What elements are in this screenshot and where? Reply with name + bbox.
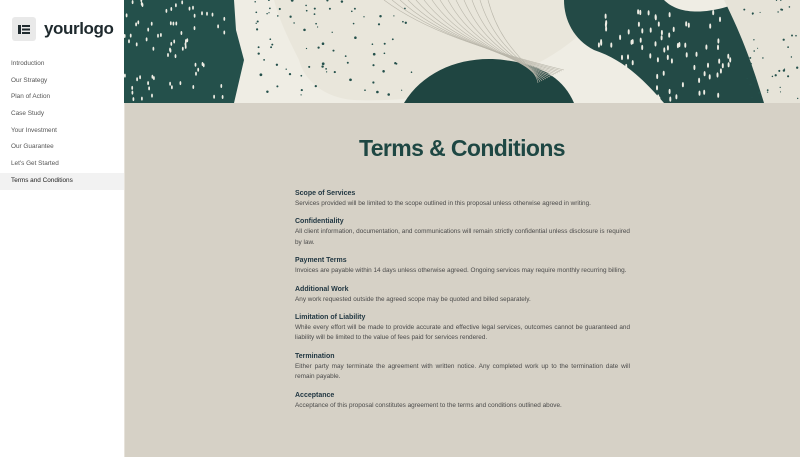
section-payment-terms [295,257,630,276]
section-heading: Acceptance [295,391,335,399]
section-heading: Payment Terms [295,257,347,265]
terms-sections [295,190,630,420]
section-heading: Confidentiality [295,218,344,226]
sidebar-item-introduction[interactable]: Introduction [11,60,45,67]
section-acceptance [295,392,630,411]
section-additional-work [295,286,630,305]
section-body: Acceptance of this proposal constitutes agreement to the terms and conditions outlined above. [295,401,562,409]
section-scope-of-services [295,190,630,209]
sidebar-nav [0,56,124,190]
section-heading: Scope of Services [295,190,356,197]
section-body: Any work requested outside the agreed scope may be quoted and billed separately. [295,295,531,303]
section-heading: Limitation of Liability [295,314,366,322]
sidebar-item-our-strategy[interactable]: Our Strategy [11,76,48,84]
logo-mark-icon [12,17,36,41]
sidebar-item-terms-and-conditions[interactable]: Terms and Conditions [0,173,124,190]
sidebar-item-case-study[interactable]: Case Study [11,110,45,118]
section-heading: Additional Work [295,285,349,293]
section-termination [295,353,630,383]
hero-banner-image [124,0,800,103]
sidebar-item-plan-of-action[interactable]: Plan of Action [11,93,51,101]
logo-text: yourlogo [44,19,114,38]
sidebar-item-our-guarantee[interactable]: Our Guarantee [11,143,54,151]
section-body: While every effort will be made to provide accurate and effective legal services, outcomes cannot be guaranteed and liability will be limited to the value of fees paid for services rendered. [295,324,630,342]
sidebar [0,0,125,457]
sidebar-item-your-investment[interactable]: Your Investment [11,126,57,134]
brand-logo[interactable] [0,0,124,42]
section-body: Services provided will be limited to the scope outlined in this proposal unless otherwise agreed in writing. [295,200,591,207]
page-title: Terms & Conditions [358,135,565,161]
section-heading: Termination [295,352,335,360]
sidebar-item-lets-get-started[interactable]: Let's Get Started [11,160,59,168]
section-body: All client information, documentation, and communications will remain strictly confidential unless disclosure is required by law. [295,228,630,246]
section-confidentiality [295,218,630,248]
section-limitation-of-liability [295,314,630,344]
main-content [124,103,800,457]
section-body: Invoices are payable within 14 days unless otherwise agreed. Ongoing services may require monthly recurring billing. [295,267,627,275]
section-body: Either party may terminate the agreement with written notice. Any completed work up to the termination date will remain payable. [295,362,630,381]
